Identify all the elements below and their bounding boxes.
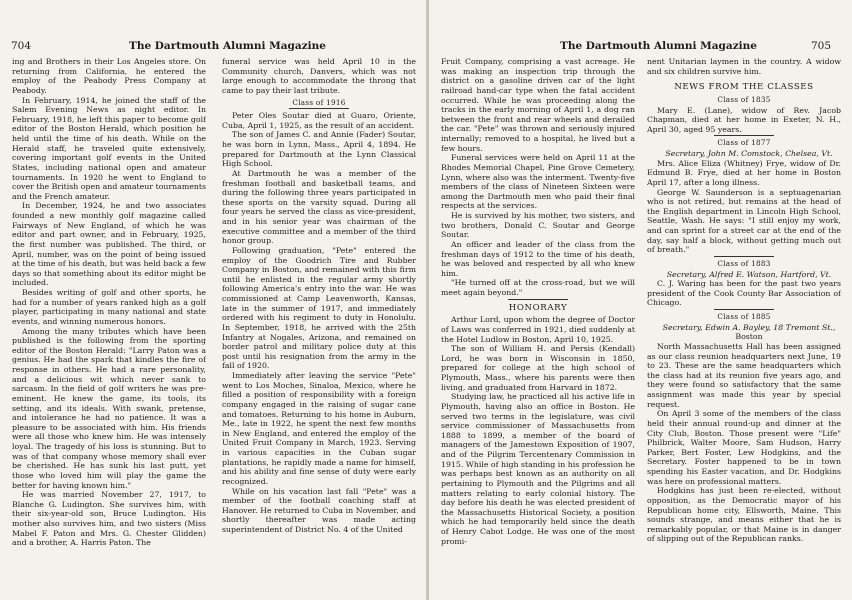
paragraph: Arthur Lord, upon whom the degree of Doctor of Laws was conferred in 1921, died suddenly at the Hotel Ludlow in Boston, April 10, 1925. (441, 315, 635, 344)
paragraph: Among the many tributes which have been published is the following from the sporting editor of the Boston Herald: "Larry Paton was a genius. He had the spark that kindles the fire of response in others. He had a rare personality, and a delicious wit which never sank to sarcasm. In the field of golf writers he was pre-eminent. He knew the game, its tools, its setting, and its ideals. With swank, pretense, and intolerance he had no patience. It was a pleasure to be associated with him. His friends were all those who knew him. He was intensely loyal. The tragedy of his loss is stunning. But to was of that company whose memory shall ever be cherished. He has sunk his last putt, yet those who loved him will play the game the better for having known him." (12, 326, 206, 490)
left-page-column-1 (12, 57, 206, 597)
paragraph: The son of James C. and Annie (Fader) Soutar, he was born in Lynn, Mass., April 4, 1894. He prepared for Dartmouth at the Lynn Classical High School. (222, 130, 416, 169)
obituary-soutar-continued (441, 57, 635, 298)
paragraph: Following graduation, "Pete" entered the employ of the Goodrich Tire and Rubber Company in Boston, and remained with this firm until he enlisted in the regular army shortly following America's entry into the war. He was commissioned at Camp Leavenworth, Kansas, late in the summer of 1917, and immediately ordered with his regiment to duty in Honolulu. In September, 1918, he arrived with the 25th Infantry at Nogales, Arizona, and remained on border patrol and military police duty at this post until his resignation from the army in the fall of 1920. (222, 245, 416, 371)
paragraph: He is survived by his mother, two sisters, and two brothers, Donald C. Soutar and George Soutar. (441, 211, 635, 240)
right-page-header: The Dartmouth Alumni Magazine (560, 40, 757, 52)
paragraph: Fruit Company, comprising a vast acreage. He was making an inspection trip through the district on a gasoline driven car of the light railroad hand-car type when the fatal accident occurred. While he was proceeding along the tracks in the early morning of April 1, a dog ran between the front and rear wheels and derailed the car. "Pete" was thrown and seriously injured internally; removed to a hospital, he lived but a few hours. (441, 57, 635, 153)
class-heading-1835: Class of 1835 (717, 94, 771, 104)
paragraph: On April 3 some of the members of the class held their annual round-up and dinner at the City Club, Boston. Those present were "Life" Philbrick, Walter Moore, Sam Hudson, Harry Parker, Bert Foster, Lew Hodgkins, and the Secretary. Foster happened to be in town spending his Easter vacation, and Dr. Hodgkins was here on professional matters. (647, 409, 841, 486)
paragraph: "He turned off at the cross-road, but we will meet again beyond." (441, 278, 635, 297)
paragraph: Mrs. Alice Eliza (Whitney) Frye, widow of Dr. Edmund B. Frye, died at her home in Boston April 17, after a long illness. (647, 158, 841, 187)
heading-rule (714, 256, 774, 257)
class-heading-1877: Class of 1877 (717, 138, 771, 148)
left-page-column-2 (222, 57, 416, 597)
class-heading-1885: Class of 1885 (717, 312, 771, 321)
secretary-line-1883: Secretary, Alfred E. Watson, Hartford, Vt. (666, 269, 832, 279)
paragraph: Hodgkins has just been re-elected, without opposition, as the Democratic mayor of his Republican home city, Ellsworth, Maine. This sounds strange, and means either that he is remarkably popular, or that Maine is in danger of slipping out of the Republican ranks. (647, 486, 841, 544)
paragraph: He was married November 27, 1917, to Blanche G. Ludington. She survives him, with their six-year-old son, Bruce Ludington. His mother also survives him, and two sisters (Miss Mabel F. Paton and Mrs. G. Chester Glidden) and a brother, A. Harris Paton. The (12, 490, 206, 548)
heading-rule (289, 108, 349, 109)
paragraph: The son of William H. and Persis (Kendall) Lord, he was born in Wisconsin in 1850, prepared for college at the high school of Plymouth, Mass., where his parents were then living, and graduated from Harvard in 1872. (441, 344, 635, 392)
paragraph: Studying law, he practiced all his active life in Plymouth, having also an office in Boston. He served two terms in the legislature, was civil service commissioner of Massachusetts from 1888 to 1899, a member of the board of managers of the Jamestown Exposition of 1907, and of the Pilgrim Tercentenary Commission in 1915. While of high standing in his profession he was perhaps best known as an authority on all pertaining to Plymouth and the Pilgrims and all matters relating to early colonial history. The day before his death he was elected president of the Massachusetts Historical Society, a position which he had temporarily held since the death of Henry Cabot Lodge. He was one of the most promi- (441, 392, 635, 546)
paragraph: In February, 1914, he joined the staff of the Salem Evening News as night editor. In February, 1918, he left this paper to become golf editor of the Boston Herald, which position he held until the time of his death. While on the Herald staff, he traveled quite extensively, covering important golf events in the United States, including national open and amateur tournaments. In 1920 he went to England to cover the British open and amateur tournaments and the French amateur. (12, 95, 206, 201)
news-from-classes-heading: NEWS FROM THE CLASSES (674, 82, 814, 93)
paragraph: Mary E. (Lane), widow of Rev. Jacob Chapman, died at her home in Exeter, N. H., April 30, aged 95 years. (647, 105, 841, 134)
paragraph: An officer and leader of the class from the freshman days of 1912 to the time of his death, he was beloved and respected by all who knew him. (441, 239, 635, 278)
paragraph: North Massachusetts Hall has been assigned as our class reunion headquarters next June, 19 to 23. These are the same headquarters which the class had at its reunion five years ago, and they were found so satisfactory that the same assignment was made this year by special request. (647, 341, 841, 409)
paragraph: While on his vacation last fall "Pete" was a member of the football coaching staff at Hanover. He returned to Cuba in November, and shortly thereafter was made acting superintendent of District No. 4 of the United (222, 486, 416, 534)
paragraph: Peter Oles Soutar died at Guaro, Oriente, Cuba, April 1, 1925, as the result of an accident. (222, 111, 416, 130)
left-page-header: The Dartmouth Alumni Magazine (129, 40, 326, 52)
paragraph: At Dartmouth he was a member of the freshman football and basketball teams, and during the following three years participated in these sports on the varsity squad. During all four years he served the class as vice-president, and in his senior year was chairman of the executive committee and a member of the third honor group. (222, 168, 416, 246)
obituary-lord (441, 315, 635, 546)
paragraph: Funeral services were held on April 11 at the Rhodes Memorial Chapel, Pine Grove Cemetery, Lynn, where also was the interment. Twenty-five members of the class of Nineteen Sixteen were among the Dartmouth men who paid their final respects at the services. (441, 153, 635, 211)
paragraph: George W. Saunderson is a septuagenarian who is not retired, but remains at the head of the English department in Lincoln High School, Seattle, Wash. He says: "I still enjoy my work, and can sprint for a street car at the end of the day, say half a block, without getting much out of breath." (647, 187, 841, 255)
left-page-number: 704 (11, 40, 32, 52)
class-heading-1883: Class of 1883 (717, 258, 771, 268)
paragraph: nent Unitarian laymen in the country. A widow and six children survive him. (647, 57, 841, 76)
secretary-line-1877: Secretary, John M. Comstock, Chelsea, Vt. (665, 149, 833, 158)
paragraph: C. J. Waring has been for the past two years president of the Cook County Bar Association of Chicago. (647, 279, 841, 308)
heading-rule (714, 135, 774, 136)
class-heading-1916: Class of 1916 (292, 97, 346, 107)
class-1877-news (647, 159, 841, 255)
honorary-heading: HONORARY (508, 302, 568, 313)
right-page-number: 705 (811, 40, 832, 52)
heading-rule (714, 309, 774, 310)
secretary-city-1885: Boston (735, 332, 763, 342)
paragraph: ing and Brothers in their Los Angeles store. On returning from California, he entered the employ of the Peabody Press Company at Peabody. (12, 57, 206, 95)
paragraph: Besides writing of golf and other sports, he had for a number of years ranked high as a golf player, participating in many national and state events, and winning numerous honors. (12, 288, 206, 326)
right-page-column-1 (441, 57, 635, 597)
secretary-line-1885: Secretary, Edwin A. Bayley, 18 Tremont St., (662, 322, 836, 332)
page-gutter (426, 0, 429, 600)
paragraph: Immediately after leaving the service "Pete" went to Los Moches, Sinaloa, Mexico, where he filled a position of responsibility with a foreign company engaged in the raising of sugar cane and tomatoes. Returning to his home in Auburn, Me., late in 1922, he spent the next few months in New England, and entered the employ of the United Fruit Company in March, 1923. Serving in various capacities in the Cuban sugar plantations, he rapidly made a name for himself, and his ability and fine sense of duty were early recognized. (222, 371, 416, 486)
section-rule (508, 299, 568, 300)
paragraph: funeral service was held April 10 in the Community church, Danvers, which was not large enough to accommodate the throng that came to pay their last tribute. (222, 57, 416, 95)
obituary-soutar (222, 111, 416, 535)
class-1885-news (647, 342, 841, 544)
paragraph: In December, 1924, he and two associates founded a new monthly golf magazine called Fairways of New England, of which he was editor and part owner, and in February, 1925, the first number was published. The third, or April, number, was on the point of being issued at the time of his death, but was held back a few days so that something about its editor might be included. (12, 201, 206, 288)
right-page-column-2 (647, 57, 841, 597)
